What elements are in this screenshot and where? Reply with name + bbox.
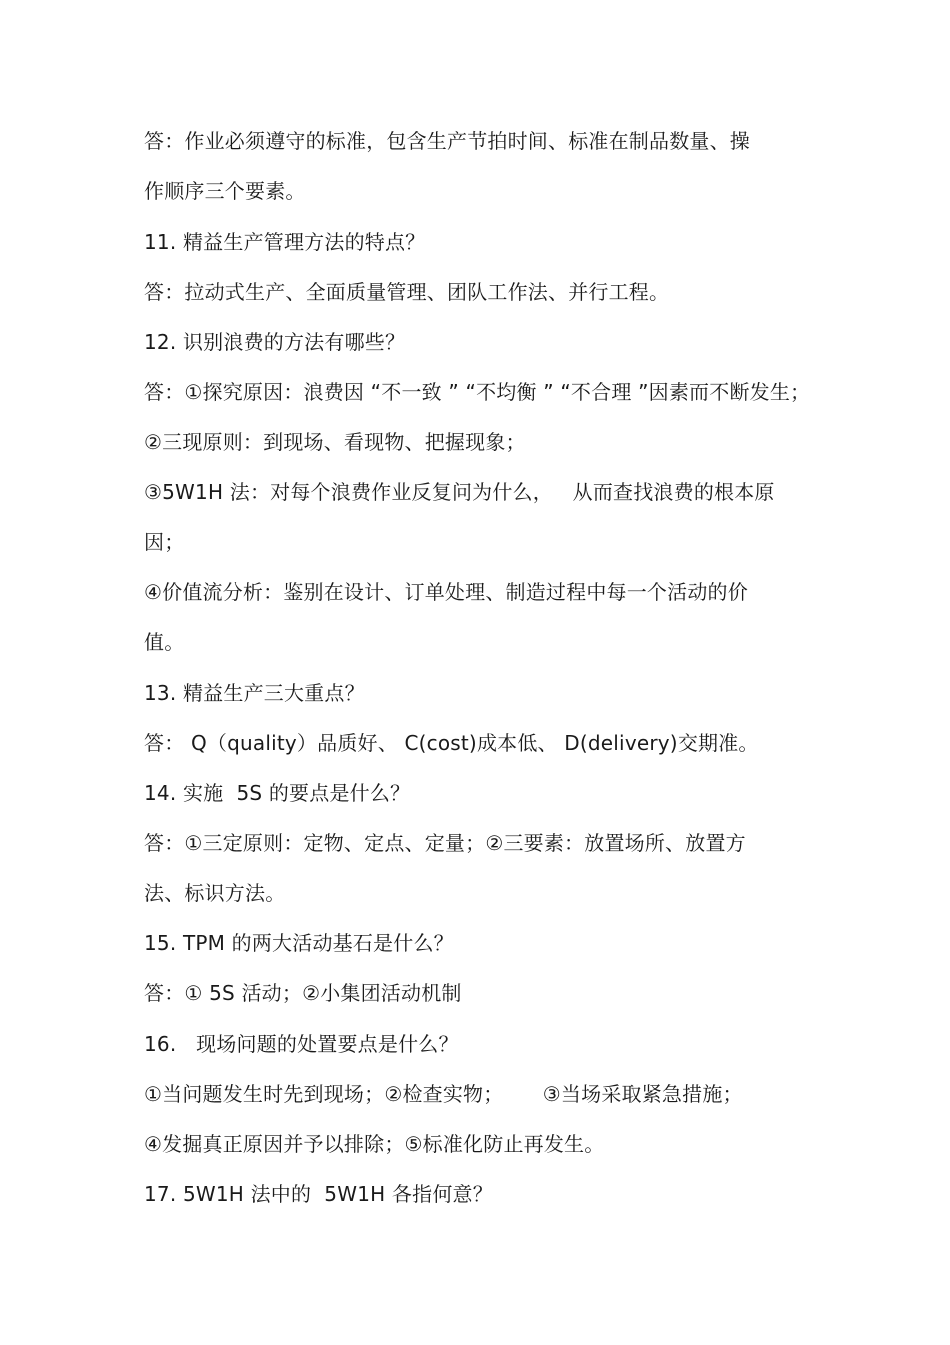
answer-16-line-1: ①当问题发生时先到现场；②检查实物； ③当场采取紧急措施；	[144, 1082, 743, 1106]
answer-13: 答： Q（quality）品质好、 C(cost)成本低、 D(delivery)交期准。	[144, 731, 759, 755]
text-line-2: 作顺序三个要素。	[144, 179, 306, 203]
question-17: 17. 5W1H 法中的 5W1H 各指何意？	[144, 1182, 493, 1206]
question-11: 11. 精益生产管理方法的特点？	[144, 230, 426, 254]
text-line-1: 答：作业必须遵守的标准，包含生产节拍时间、标准在制品数量、操	[144, 129, 750, 153]
question-16: 16. 现场问题的处置要点是什么？	[144, 1032, 459, 1056]
answer-14-line-1: 答：①三定原则：定物、定点、定量；②三要素：放置场所、放置方	[144, 831, 746, 855]
answer-15: 答：① 5S 活动；②小集团活动机制	[144, 981, 462, 1005]
answer-12-line-5: ④价值流分析：鉴别在设计、订单处理、制造过程中每一个活动的价	[144, 580, 748, 604]
question-14: 14. 实施 5S 的要点是什么？	[144, 781, 411, 805]
answer-11: 答：拉动式生产、全面质量管理、团队工作法、并行工程。	[144, 280, 670, 304]
answer-16-line-2: ④发掘真正原因并予以排除；⑤标准化防止再发生。	[144, 1132, 605, 1156]
answer-12-line-2: ②三现原则：到现场、看现物、把握现象；	[144, 430, 526, 454]
answer-12-line-4: 因；	[144, 530, 185, 554]
answer-12-line-6: 值。	[144, 630, 185, 654]
answer-12-line-1: 答：①探究原因：浪费因 “不一致 ” “不均衡 ” “不合理 ”因素而不断发生；	[144, 380, 811, 404]
question-13: 13. 精益生产三大重点？	[144, 681, 365, 705]
question-15: 15. TPM 的两大活动基石是什么？	[144, 931, 454, 955]
answer-12-line-3: ③5W1H 法：对每个浪费作业反复问为什么， 从而查找浪费的根本原	[144, 480, 775, 504]
answer-14-line-2: 法、标识方法。	[144, 881, 286, 905]
question-12: 12. 识别浪费的方法有哪些？	[144, 330, 406, 354]
